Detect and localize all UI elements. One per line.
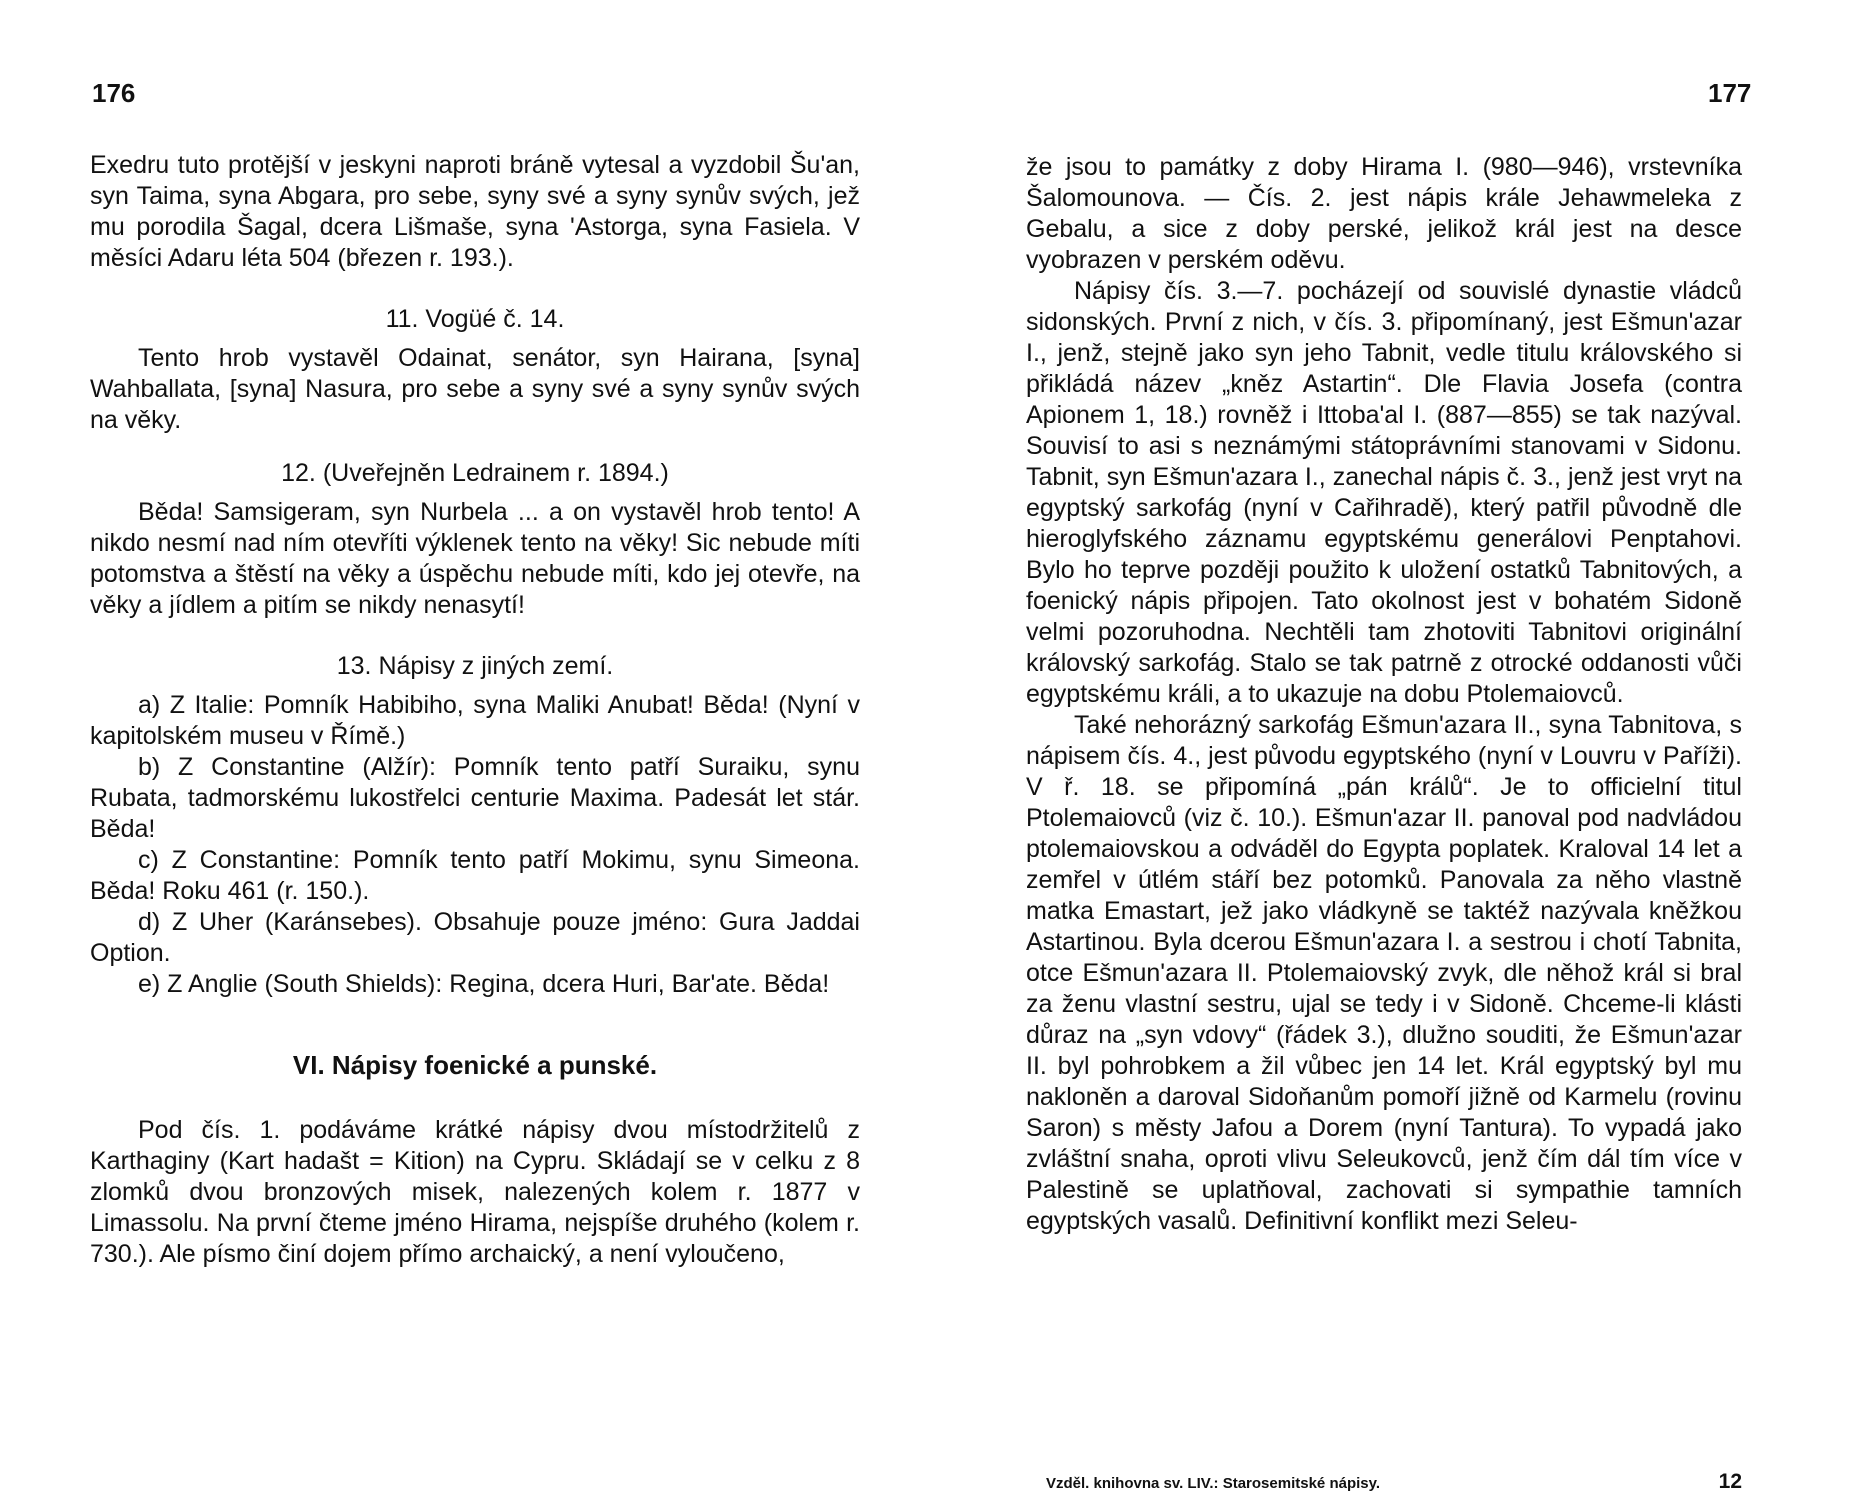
paragraph: že jsou to památky z doby Hirama I. (980—946), vrstevníka Šalomounova. — Čís. 2. jest nápis krále Jehawmeleka z Gebalu, a sice z doby perské, jelikož král jest na desce vyobrazen v perském oděvu.: [1026, 153, 1742, 274]
page-number: 177: [1708, 78, 1752, 108]
inscription-heading: 11. Vogüé č. 14.: [385, 305, 565, 333]
footer-text: Vzděl. knihovna sv. LIV.: Starosemitské nápisy.: [1046, 1475, 1381, 1492]
list-item: c) Z Constantine: Pomník tento patří Mokimu, synu Simeona. Běda! Roku 461 (r. 150.).: [90, 846, 860, 905]
paragraph: Exedru tuto protější v jeskyni naproti bráně vytesal a vyzdobil Šu'an, syn Taima, syna Abgara, pro sebe, syny své a syny synův svých, jež mu porodila Šagal, dcera Lišmaše, syna 'Astorga, syna Fasiela. V měsíci Adaru léta 504 (březen r. 193.).: [90, 151, 860, 272]
list-item: b) Z Constantine (Alžír): Pomník tento patří Suraiku, synu Rubata, tadmorskému lukostřelci centurie Maxima. Padesát let stár. Běda!: [90, 753, 860, 843]
page-number: 176: [92, 78, 136, 108]
list-item: d) Z Uher (Karánsebes). Obsahuje pouze jméno: Gura Jaddai Option.: [90, 908, 860, 967]
right-page: [980, 0, 1840, 1500]
left-page: [0, 0, 920, 1500]
signature-mark: 12: [1718, 1470, 1742, 1493]
paragraph: Běda! Samsigeram, syn Nurbela ... a on vystavěl hrob tento! A nikdo nesmí nad ním otevříti výklenek tento na věky! Sic nebude míti potomstva a štěstí na věky a úspěchu nebude míti, kdo jej otevře, na věky a jídlem a pitím se nikdy nenasytí!: [90, 498, 860, 619]
inscription-heading: 12. (Uveřejněn Ledrainem r. 1894.): [281, 459, 669, 487]
section-heading: VI. Nápisy foenické a punské.: [292, 1050, 658, 1080]
paragraph: Pod čís. 1. podáváme krátké nápisy dvou místodržitelů z Karthaginy (Kart hadašt = Kition) na Cypru. Skládají se v celku z 8 zlomků dvou bronzových misek, nalezených kolem r. 1877 v Limassolu. Na první čteme jméno Hirama, nejspíše druhého (kolem r. 730.). Ale písmo činí dojem přímo archaický, a není vyloučeno,: [90, 1116, 860, 1268]
paragraph: Nápisy čís. 3.—7. pocházejí od souvislé dynastie vládců sidonských. První z nich, v čís. 3. připomínaný, jest Ešmun'azar I., jenž, stejně jako syn jeho Tabnit, vedle titulu královského si přikládá název „kněz Astartin“. Dle Flavia Josefa (contra Apionem 1, 18.) rovněž i Ittoba'al I. (887—855) se tak nazýval. Souvisí to asi s neznámými státoprávními stanovami v Sidonu. Tabnit, syn Ešmun'azara I., zanechal nápis č. 3., jenž jest vryt na egyptský sarkofág (nyní v Cařihradě), který patřil původně dle hieroglyfského záznamu egyptskému generálovi Penptahovi. Bylo ho teprve později použito k uložení ostatků Tabnitových, a foenický nápis připojen. Tato okolnost jest v bohatém Sidoně velmi pozoruhodna. Nechtěli tam zhotoviti Tabnitovi originální královský sarkofág. Stalo se tak patrně z otrocké oddanosti vůči egyptskému králi, a to ukazuje na dobu Ptolemaiovců.: [1026, 277, 1742, 708]
text-column: [90, 150, 860, 1270]
page-footer: [1046, 1470, 1742, 1494]
paragraph: Také nehorázný sarkofág Ešmun'azara II., syna Tabnitova, s nápisem čís. 4., jest původu egyptského (nyní v Louvru v Paříži). V ř. 18. se připomíná „pán králů“. Je to officielní titul Ptolemaiovců (viz č. 10.). Ešmun'azar II. panoval pod nadvládou ptolemaiovskou a odváděl do Egypta poplatek. Kraloval 14 let a zemřel v útlém stáří bez potomků. Panovala za něho vlastně matka Emastart, jež jako vládkyně se taktéž nazývala kněžkou Astartinou. Byla dcerou Ešmun'azara I. a sestrou i chotí Tabnita, otce Ešmun'azara II. Ptolemaiovský zvyk, dle něhož král si bral za ženu vlastní sestru, ujal se tedy i v Sidoně. Chceme-li klásti důraz na „syn vdovy“ (řádek 3.), dlužno souditi, že Ešmun'azar II. byl pohrobkem a žil vůbec jen 14 let. Král egyptský byl mu nakloněn a daroval Sidoňanům pomoří jižně od Karmelu (rovinu Saron) s městy Jafou a Dorem (nyní Tantura). To vypadá jako zvláštní snaha, oproti vlivu Seleukovců, jenž čím dál tím více v Palestině se uplatňoval, zachovati si sympathie tamních egyptských vasalů. Definitivní konflikt mezi Seleu-: [1026, 711, 1742, 1235]
list-item: e) Z Anglie (South Shields): Regina, dcera Huri, Bar'ate. Běda!: [138, 970, 830, 998]
text-column: [1026, 152, 1742, 1237]
list-item: a) Z Italie: Pomník Habibiho, syna Maliki Anubat! Běda! (Nyní v kapitolském museu v Římě.): [90, 691, 860, 750]
inscription-heading: 13. Nápisy z jiných zemí.: [336, 652, 614, 680]
paragraph: Tento hrob vystavěl Odainat, senátor, syn Hairana, [syna] Wahballata, [syna] Nasura, pro sebe a syny své a syny synův svých na věky.: [90, 344, 860, 434]
